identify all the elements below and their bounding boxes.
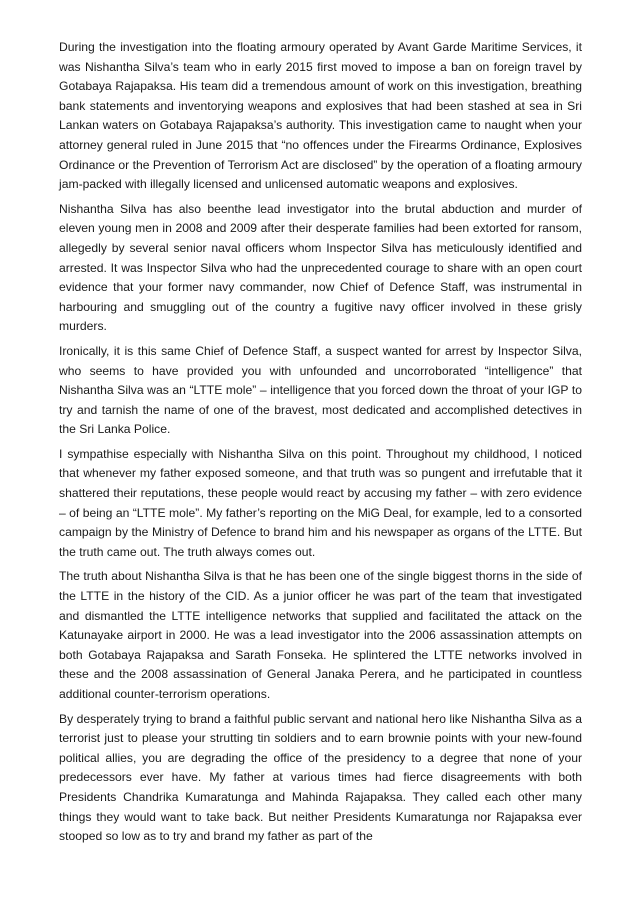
paragraph-floating-armoury: During the investigation into the floating armoury operated by Avant Garde Maritime Services, it was Nishantha Silva’s team who in early 2015 first moved to impose a ban on foreign travel by Gotabaya Rajapaksa. His team did a tremendous amount of work on this investigation, breathing bank statements and inventorying weapons and explosives that had been stashed at sea in Sri Lankan waters on Gotabaya Rajapaksa’s authority. This investigation came to naught when your attorney general ruled in June 2015 that “no offences under the Firearms Ordinance, Explosives Ordinance or the Prevention of Terrorism Act are disclosed” by the operation of a floating armoury jam-packed with illegally licensed and unlicensed automatic weapons and explosives. [59,40,582,192]
paragraph-degrading-presidency: By desperately trying to brand a faithful public servant and national hero like Nishantha Silva as a terrorist just to please your strutting tin soldiers and to earn brownie points with your new-found political allies, you are degrading the office of the presidency to a degree that none of your predecessors ever have. My father at various times had fierce disagreements with both Presidents Chandrika Kumaratunga and Mahinda Rajapaksa. They called each other many things they would want to take back. But neither Presidents Kumaratunga nor Rajapaksa ever stooped so low as to try and brand my father as part of the [59,711,582,844]
paragraph-sympathise: I sympathise especially with Nishantha Silva on this point. Throughout my childhood, I noticed that whenever my father exposed someone, and that truth was so pungent and irrefutable that it shattered their reputations, these people would react by accusing my father – with zero evidence – of being an “LTTE mole”. My father’s reporting on the MiG Deal, for example, led to a consorted campaign by the Ministry of Defence to brand him and his newspaper as organs of the LTTE. But the truth came out. The truth always comes out. [59,446,582,559]
paragraph-abduction-investigation: Nishantha Silva has also beenthe lead investigator into the brutal abduction and murder of eleven young men in 2008 and 2009 after their desperate families had been extorted for ransom, allegedly by several senior naval officers whom Inspector Silva has meticulously identified and arrested. It was Inspector Silva who had the unprecedented courage to share with an open court evidence that your former navy commander, now Chief of Defence Staff, was instrumental in harbouring and smuggling out of the country a fugitive navy officer involved in these grisly murders. [59,201,582,334]
paragraph-chief-of-defence-staff: Ironically, it is this same Chief of Defence Staff, a suspect wanted for arrest by Inspector Silva, who seems to have provided you with unfounded and uncorroborated “intelligence” that Nishantha Silva was an “LTTE mole” – intelligence that you forced down the throat of your IGP to try and tarnish the name of one of the bravest, most dedicated and accomplished detectives in the Sri Lanka Police. [59,343,582,437]
letter-page [59,38,582,852]
paragraph-truth-about-silva: The truth about Nishantha Silva is that he has been one of the single biggest thorns in the side of the LTTE in the history of the CID. As a junior officer he was part of the team that investigated and dismantled the LTTE intelligence networks that supplied and facilitated the attack on the Katunayake airport in 2000. He was a lead investigator into the 2006 assassination attempts on both Gotabaya Rajapaksa and Sarath Fonseka. He splintered the LTTE networks involved in these and the 2008 assassination of General Janaka Perera, and he participated in countless additional counter-terrorism operations. [59,569,582,701]
